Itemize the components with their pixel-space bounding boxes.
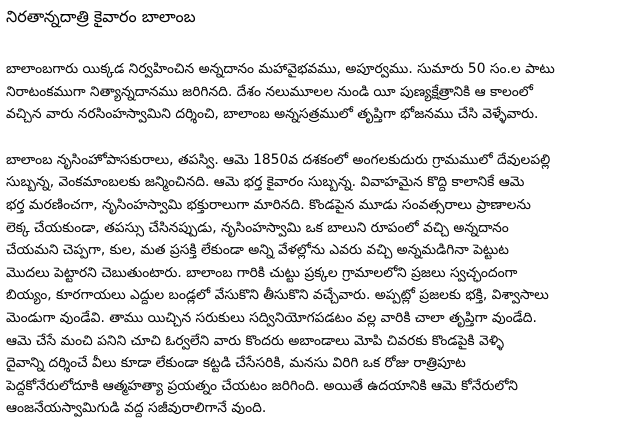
paragraph-line: చేయమని చెప్పగా, కుల, మత ప్రసక్తి లేకుండా అన్ని వేళల్లోను ఎవరు వచ్చి అన్నమడిగినా పెట్టుట — [6, 242, 509, 259]
paragraph-line: బాలాంబ నృసింహోపాసకురాలు, తపస్వి. ఆమె 1850వ దశకంలో అంగలకుదురు గ్రామములో దేవులపల్లి — [6, 151, 551, 168]
paragraph-line: బియ్యం, కూరగాయలు ఎద్దుల బండ్లలో వేసుకొని తీసుకొని వచ్చేవారు. అప్పట్లో ప్రజలకు భక్తి, విశ్వాసాలు — [6, 287, 549, 304]
paragraph-line: వచ్చిన వారు నరసింహస్వామిని దర్శించి, బాలాంబ అన్నసత్రములో తృప్తిగా భోజనము చేసి వెళ్ళేవారు. — [6, 106, 539, 123]
paragraph-line: దైవాన్ని దర్శించే వీలు కూడా లేకుండా కట్టడి చేసేసరికి, మనసు విరిగి ఒక రోజు రాత్రిపూట — [6, 355, 466, 372]
paragraph-line: నిరాటంకముగా నిత్యాన్నదానము జరిగినది. దేశం నలుమూలల నుండి యీ పుణ్యక్షేత్రానికి ఆ కాలంలో — [6, 83, 533, 100]
document-heading: నిరతాన్నదాత్రి కైవారం బాలాంబ — [6, 7, 196, 26]
paragraph-line: లెక్క చేయకుండా, తపస్సు చేసినప్పుడు, నృసింహస్వామి ఒక బాలుని రూపంలో వచ్చి అన్నదానం — [6, 219, 509, 236]
paragraph-line: మెండుగా వుండేవి. తాము యిచ్చిన సరుకులు సద్వినియోగపడటం వల్ల వారికి చాలా తృప్తిగా వుండేది. — [6, 309, 537, 326]
paragraph-line: పెద్దకోనేరులోదూకి ఆత్మహత్యా ప్రయత్నం చేయటం జరిగింది. అయితే ఉదయానికి ఆమె కోనేరులోని — [6, 377, 518, 394]
paragraph-1 — [4, 58, 636, 126]
paragraph-line: ఆంజనేయస్వామిగుడి వద్ద సజీవురాలిగానే వుంది. — [6, 400, 267, 417]
paragraph-line: ఆమె చేసే మంచి పనిని చూచి ఓర్వలేని వారు కొందరు అబాండాలు మోపి చివరకు కొండపైకి వెళ్ళి — [6, 332, 504, 349]
paragraph-line: బాలాంబగారు యిక్కడ నిర్వహించిన అన్నదానం మహావైభవము, అపూర్వము. సుమారు 50 సం.ల పాటు — [6, 61, 555, 77]
paragraph-line: మొదలు పెట్టారని చెబుతుంటారు. బాలాంబ గారికి చుట్టు ప్రక్కల గ్రామాలలోని ప్రజలు స్వచ్ఛందంగా — [6, 264, 518, 281]
paragraph-line: భర్త మరణించగా, నృసింహస్వామి భక్తురాలుగా మారినది. కొండపైన మూడు సంవత్సరాలు ప్రాణాలను — [6, 196, 531, 213]
paragraph-line: సుబ్బన్న, వెంకమాంబలకు జన్మించినది. ఆమె భర్త కైవారం సుబ్బన్న. వివాహమైన కొద్ది కాలానికే ఆమె — [6, 174, 525, 191]
paragraph-2 — [4, 149, 636, 420]
